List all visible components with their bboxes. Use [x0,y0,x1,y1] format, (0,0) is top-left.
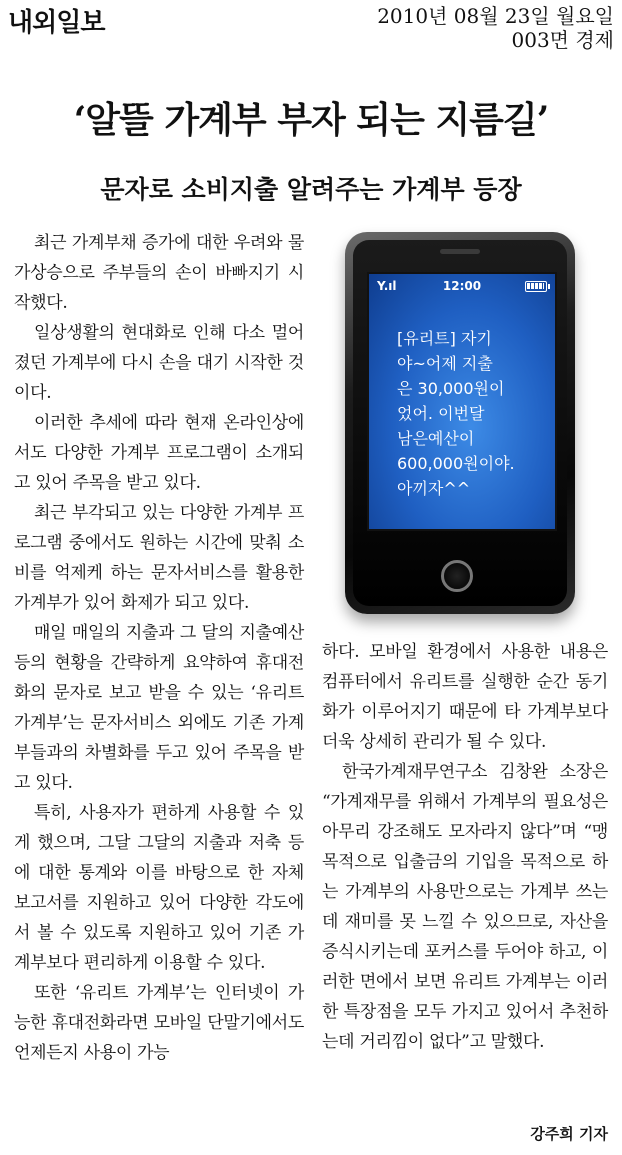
smartphone-photo [345,232,575,614]
paragraph: 일상생활의 현대화로 인해 다소 멀어졌던 가계부에 다시 손을 대기 시작한 것이다. [14,323,304,403]
page-section: 003면 경제 [511,28,614,52]
phone-clock: 12:00 [442,279,482,293]
signal-icon: Y.ıl [377,279,397,293]
article-subheadline: 문자로 소비지출 알려주는 가계부 등장 [100,175,522,204]
paragraph: 매일 매일의 지출과 그 달의 지출예산 등의 현황을 간략하게 요약하여 휴대전화의 문자로 보고 받을 수 있는 ‘유리트 가계부’는 문자서비스 외에도 기존 가계부들과의 차별화를 두고 있어 주목을 받고 있다. [14,623,304,793]
sms-line: 남은예산이 [397,429,475,448]
byline: 강주희 기자 [530,1125,608,1143]
masthead-logo: 내외일보 [8,8,105,38]
phone-speaker [440,249,480,254]
article-column-left [14,228,304,1068]
dateline [377,4,614,52]
home-button-icon [441,560,473,592]
sms-line: 었어. 이번달 [397,404,485,423]
phone-screen [367,272,557,531]
paragraph: 이러한 추세에 따라 현재 온라인상에서도 다양한 가계부 프로그램이 소개되고 있어 주목을 받고 있다. [14,413,304,493]
sms-line: 은 30,000원이 [397,379,505,398]
sms-line: 600,000원이야. [397,454,515,473]
sms-line: 아끼자^^ [397,479,471,498]
article-column-right [322,637,608,1057]
paragraph: 또한 ‘유리트 가계부’는 인터넷이 가능한 휴대전화라면 모바일 단말기에서도 언제든지 사용이 가능 [14,983,304,1063]
publication-date: 2010년 08월 23일 월요일 [377,4,614,28]
phone-status-bar [369,278,555,296]
paragraph: 최근 가계부채 증가에 대한 우려와 물가상승으로 주부들의 손이 바빠지기 시작했다. [14,233,304,313]
article-headline: ‘알뜰 가계부 부자 되는 지름길’ [73,99,549,141]
sms-line: 야~어제 지출 [397,354,493,373]
paragraph: 한국가계재무연구소 김창완 소장은 “가계재무를 위해서 가계부의 필요성은 아무리 강조해도 모자라지 않다”며 “맹목적으로 입출금의 기입을 목적으로 하는 가계부의 사용만으로는 가계부 쓰는데 재미를 못 느낄 수 있으므로, 자산을 증식시키는데 포커스를 두어야 하고, 이러한 면에서 보면 유리트 가계부는 이러한 특장점을 모두 가지고 있어서 추천하는데 거리낌이 없다”고 말했다. [322,762,608,1052]
paragraph: 하다. 모바일 환경에서 사용한 내용은 컴퓨터에서 유리트를 실행한 순간 동기화가 이루어지기 때문에 타 가계부보다 더욱 상세히 관리가 될 수 있다. [322,642,608,752]
sms-message [397,326,547,501]
paragraph: 최근 부각되고 있는 다양한 가계부 프로그램 중에서도 원하는 시간에 맞춰 소비를 억제케 하는 문자서비스를 활용한 가계부가 있어 화제가 되고 있다. [14,503,304,613]
battery-icon [525,281,547,292]
sms-line: [유리트] 자기 [397,329,492,348]
paragraph: 특히, 사용자가 편하게 사용할 수 있게 했으며, 그달 그달의 지출과 저축 등에 대한 통계와 이를 바탕으로 한 자체 보고서를 지원하고 있어 다양한 각도에서 볼 수 있도록 지원하고 있어 기존 가계부보다 편리하게 이용할 수 있다. [14,803,304,973]
